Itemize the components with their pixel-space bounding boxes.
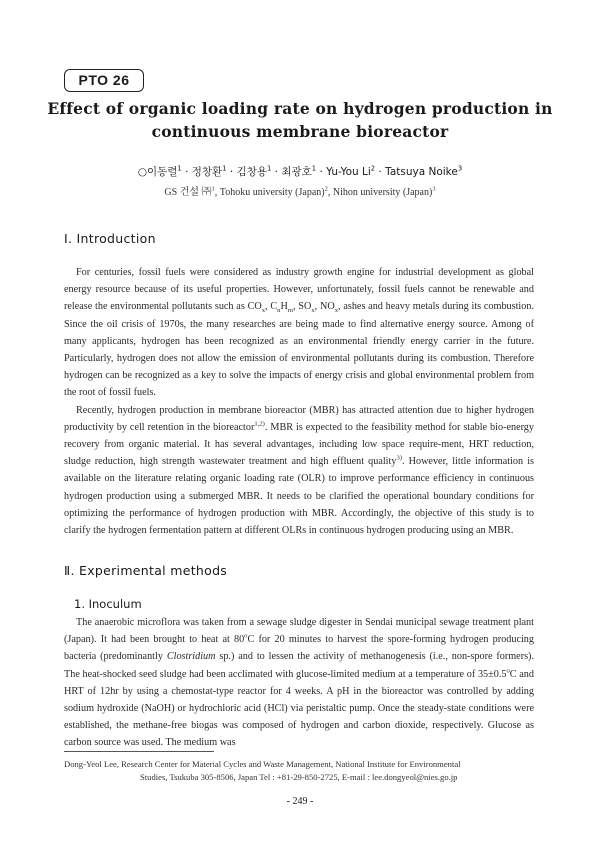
author-4-sup: 1 xyxy=(311,164,317,173)
author-2-sup: 1 xyxy=(222,164,227,173)
author-sep: · xyxy=(271,166,282,178)
author-sep: · xyxy=(226,166,237,178)
introduction-body xyxy=(64,264,534,539)
intro-paragraph-1: For centuries, fossil fuels were considered as industry growth engine for industrial development as global energy resource because of its useful properties. However, unfortunately, fossil fuels cannot be renewable and release the environmental pollutants such as $CO_x$, $C_nH_m$, $SO_x$, $NO_x$, ashes and heavy metals during its combustion. Since the oil crisis of 1970s, the many researches are being made to find alternative energy source. Among of many applicants, hydrogen has been recognized as an environmental friendly energy carrier in the future. Particularly, hydrogen does not allow the emission of environmental pollutants during its combustion. Therefore hydrogen can be recognized as a key to solve the impacts of energy crisis and global environmental problem from the root of fossil fuels. xyxy=(64,267,535,399)
footnote-divider xyxy=(64,751,214,752)
author-1-sup: 1 xyxy=(177,164,182,173)
affiliations xyxy=(40,183,560,198)
affiliation-3-sup: 3 xyxy=(432,185,436,193)
author-6-sup: 3 xyxy=(457,164,463,173)
affiliation-3: , Nihon university (Japan) xyxy=(327,187,433,198)
affiliation-2: , Tohoku university (Japan) xyxy=(214,187,325,198)
author-1: ○이동렬 xyxy=(137,166,178,178)
inoculum-paragraph: The anaerobic microflora was taken from a sewage sludge digester in Sendai municipal sewage treatment plant (Japan). It had been brought to heat at 80$^o$C for 20 minutes to harvest the spore-forming hydrogen producing bacteria (predominantly Clostridium sp.) and to lessen the activity of methanogenesis (i.e., non-spore formers). The heat-shocked seed sludge had been acclimated with glucose-limited medium at a temperature of $35\pm 0.5^oC$ and HRT of 12hr by using a chemostat-type reactor for 4 weeks. A pH in the bioreactor was controlled by adding sodium hydroxide (NaOH) or hydrochloric acid (HCl) via peristaltic pump. Once the steady-state conditions were established, the methane-free biogas was composed of hydrogen and carbon dioxide, respectively. Glucose as carbon source was used. The medium was xyxy=(64,617,534,749)
paper-title-line-1: Effect of organic loading rate on hydrogen production in xyxy=(47,99,553,118)
footnote-line-1: Dong-Yeol Lee, Research Center for Material Cycles and Waste Management, National Institute for Environmental xyxy=(64,759,461,769)
footnote-line-2: Studies, Tsukuba 305-8506, Japan Tel : +81-29-850-2725, E-mail : lee.dongyeol@nies.go.jp xyxy=(140,772,458,782)
author-3: 김창용 xyxy=(236,166,267,178)
section-heading-introduction: Ⅰ. Introduction xyxy=(64,231,156,246)
inoculum-body xyxy=(64,614,534,752)
author-4: 최광호 xyxy=(281,166,312,178)
session-badge: PTO 26 xyxy=(64,69,144,92)
subsection-heading-inoculum: 1. Inoculum xyxy=(74,597,142,611)
intro-paragraph-2: Recently, hydrogen production in membrane bioreactor (MBR) has attracted attention due to higher hydrogen productivity by cell retention in the bioreactor$^{1,2)}$. MBR is expected to the feasibility method for stable bio-energy recovery from organic material. It has several advantages, including low space require-ment, HRT reduction, sludge reduction, high strength wastewater treatment and high effluent quality$^{3)}$. However, little information is available on the literature relating organic loading rate (OLR) to improve performance efficiency in continuous hydrogen production using a submerged MBR. It needs to be clarified the operational boundary conditions for optimizing the performance of hydrogen production with MBR. Accordingly, the objective of this study is to clarify the hydrogen fermentation pattern at different OLRs in continuous hydrogen producing using an MBR. xyxy=(64,404,534,537)
author-5: Yu-You Li xyxy=(326,166,371,178)
author-2: 정창환 xyxy=(191,166,223,178)
author-sep: · xyxy=(316,166,327,178)
affiliation-1: GS 건설 ㈜ xyxy=(164,187,212,198)
section-heading-methods: Ⅱ. Experimental methods xyxy=(64,563,228,578)
author-sep: · xyxy=(181,166,192,178)
author-3-sup: 1 xyxy=(267,164,272,173)
author-list xyxy=(40,164,560,179)
author-sep: · xyxy=(375,166,386,178)
affiliation-1-sup: 1 xyxy=(211,185,215,193)
affiliation-2-sup: 2 xyxy=(324,185,328,193)
paper-title-line-2: continuous membrane bioreactor xyxy=(151,122,449,141)
author-6: Tatsuya Noike xyxy=(385,166,458,178)
author-5-sup: 2 xyxy=(370,164,376,173)
page-number: - 249 - xyxy=(286,796,314,807)
